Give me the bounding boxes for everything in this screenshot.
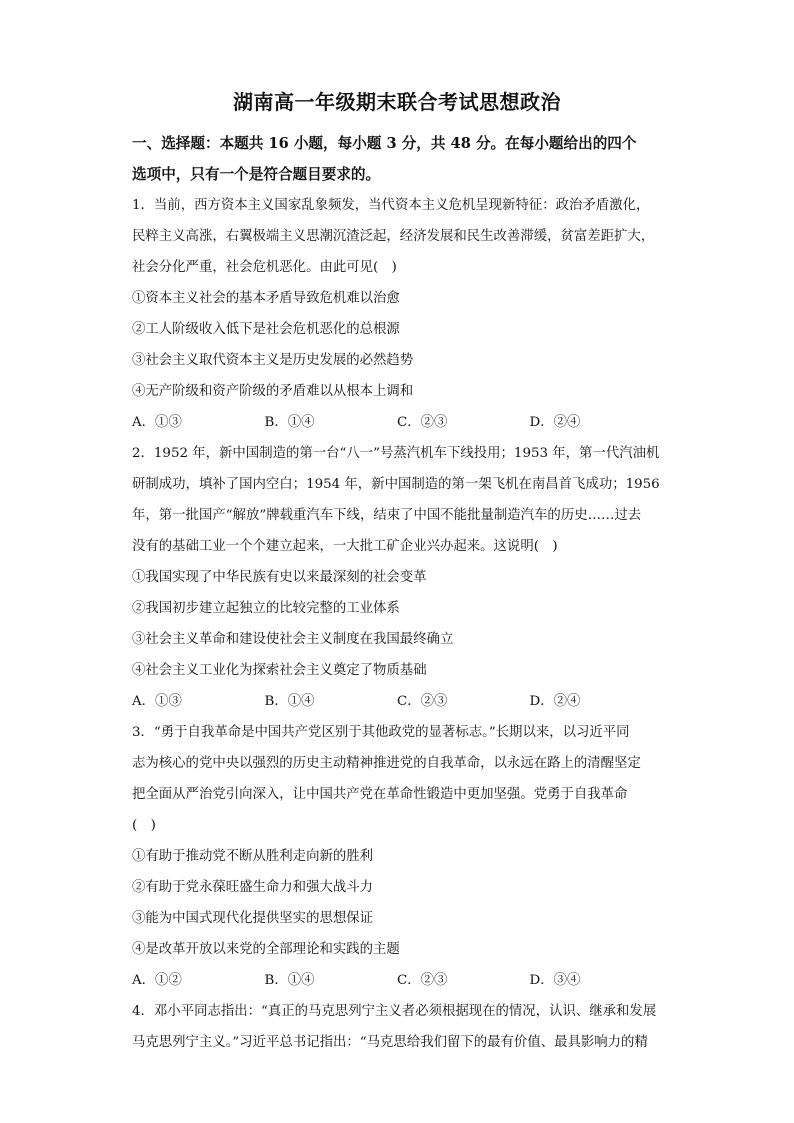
answer-options <box>132 686 662 717</box>
question-stem-line: 4．邓小平同志指出：“真正的马克思列宁主义者必须根据现在的情况，认识、继承和发展 <box>132 1004 657 1019</box>
option-c: C．②③ <box>397 415 448 430</box>
question-2 <box>132 438 662 717</box>
statement-4: ④是改革开放以来党的全部理论和实践的主题 <box>132 942 400 957</box>
question-stem-line: 研制成功，填补了国内空白；1954 年，新中国制造的第一架飞机在南昌首飞成功；1956 <box>132 477 660 492</box>
section-heading-line: 一、选择题：本题共 16 小题，每小题 3 分，共 48 分。在每小题给出的四个 <box>132 135 637 152</box>
option-d: D．③④ <box>529 973 581 988</box>
question-3 <box>132 717 662 996</box>
question-1 <box>132 190 662 438</box>
section-heading <box>132 128 662 190</box>
section-heading-line: 选项中，只有一个是符合题目要求的。 <box>132 166 381 183</box>
question-stem-line: 3．“勇于自我革命是中国共产党区别于其他政党的显著标志。”长期以来，以习近平同 <box>132 725 630 740</box>
question-stem-line: 1．当前，西方资本主义国家乱象频发，当代资本主义危机呈现新特征：政治矛盾激化， <box>132 198 650 213</box>
question-4 <box>132 996 662 1058</box>
question-stem-line: 志为核心的党中央以强烈的历史主动精神推进党的自我革命，以永远在路上的清醒坚定 <box>132 756 641 771</box>
statement-1: ①我国实现了中华民族有史以来最深刻的社会变革 <box>132 570 427 585</box>
option-a: A．①② <box>132 973 182 988</box>
statement-3: ③社会主义取代资本主义是历史发展的必然趋势 <box>132 353 414 368</box>
option-b: B．①④ <box>264 694 315 709</box>
option-d: D．②④ <box>529 415 581 430</box>
option-b: B．①④ <box>264 973 315 988</box>
option-d: D．②④ <box>529 694 581 709</box>
question-stem-line: 把全面从严治党引向深入，让中国共产党在革命性锻造中更加坚强。党勇于自我革命 <box>132 787 628 802</box>
answer-options <box>132 407 662 438</box>
statement-2: ②工人阶级收入低下是社会危机恶化的总根源 <box>132 322 400 337</box>
question-stem-line: 年，第一批国产“解放”牌载重汽车下线，结束了中国不能批量制造汽车的历史……过去 <box>132 508 642 523</box>
page-title: 湖南高一年级期末联合考试思想政治 <box>233 90 561 114</box>
answer-options <box>132 965 662 996</box>
statement-4: ④社会主义工业化为探索社会主义奠定了物质基础 <box>132 663 427 678</box>
statement-3: ③能为中国式现代化提供坚实的思想保证 <box>132 911 374 926</box>
option-a: A．①③ <box>132 694 182 709</box>
question-stem-line: 民粹主义高涨，右翼极端主义思潮沉渣泛起，经济发展和民生改善滞缓，贫富差距扩大， <box>132 229 655 244</box>
document-content <box>132 88 662 1058</box>
question-stem-line: 社会分化严重，社会危机恶化。由此可见( ) <box>132 260 397 275</box>
question-stem-line: ( ) <box>132 818 156 833</box>
question-stem-line: 没有的基础工业一个个建立起来，一大批工矿企业兴办起来。这说明( ) <box>132 539 558 554</box>
statement-1: ①有助于推动党不断从胜利走向新的胜利 <box>132 849 374 864</box>
option-c: C．②③ <box>397 973 448 988</box>
statement-3: ③社会主义革命和建设使社会主义制度在我国最终确立 <box>132 632 454 647</box>
statement-1: ①资本主义社会的基本矛盾导致危机难以治愈 <box>132 291 400 306</box>
option-b: B．①④ <box>264 415 315 430</box>
question-stem-line: 2．1952 年，新中国制造的第一台“八一”号蒸汽机车下线投用；1953 年，第一代汽油机 <box>132 446 660 461</box>
statement-2: ②有助于党永葆旺盛生命力和强大战斗力 <box>132 880 374 895</box>
statement-2: ②我国初步建立起独立的比较完整的工业体系 <box>132 601 400 616</box>
option-a: A．①③ <box>132 415 182 430</box>
statement-4: ④无产阶级和资产阶级的矛盾难以从根本上调和 <box>132 384 414 399</box>
option-c: C．②③ <box>397 694 448 709</box>
question-stem-line: 马克思列宁主义。”习近平总书记指出：“马克思给我们留下的最有价值、最具影响力的精 <box>132 1035 648 1050</box>
